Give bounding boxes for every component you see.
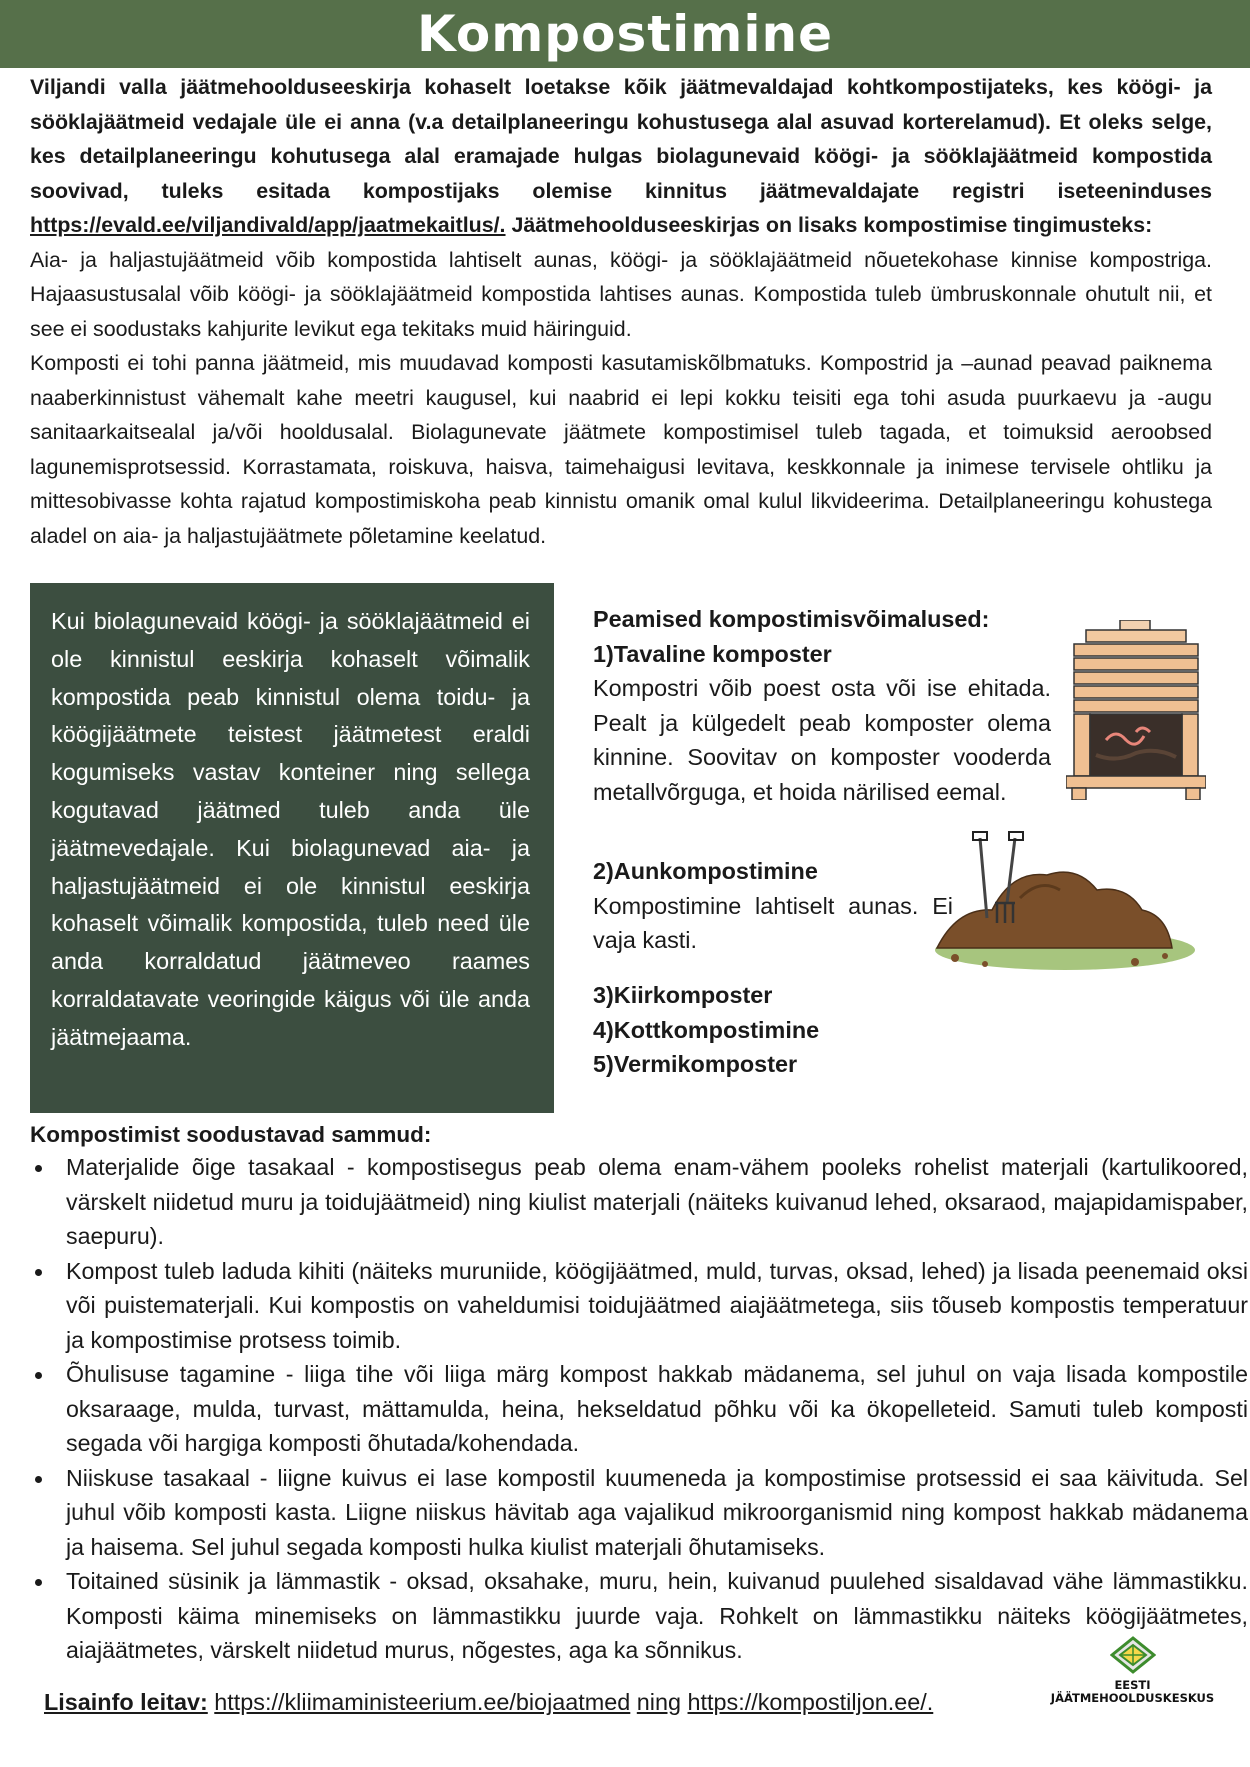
logo-line-1: EESTI: [1114, 1678, 1151, 1692]
page-title: Kompostimine: [416, 5, 833, 63]
footer-connector: ning: [636, 1689, 682, 1715]
logo-line-2: JÄÄTMEHOOLDUSKESKUS: [1050, 1691, 1215, 1705]
organization-logo: [1045, 1636, 1220, 1716]
list-item: [66, 1254, 1248, 1358]
step-text: Niiskuse tasakaal - liigne kuivus ei lase kompostil kuumeneda ja kompostimise protsessid ei saa käivituda. Sel juhul võib komposti kasta. Liigne niiskus hävitab aga vajalikud mikroorganismid ning kompost hakkab mädanema ja haisema. Sel juhul segada komposti hulka kiulist materjali õhutamiseks.: [66, 1464, 1248, 1560]
intro-section: [30, 70, 1212, 553]
bullet-icon: [35, 1476, 42, 1483]
ministry-link[interactable]: https://kliimaministeerium.ee/biojaatmed: [214, 1689, 631, 1715]
list-item: [66, 1461, 1248, 1565]
step-text: Kompost tuleb laduda kihiti (näiteks muruniide, köögijäätmed, muld, turvas, oksad, lehed) ja lisada peenemaid oksi või puistematerjali. Kui kompostis on vaheldumisi toidujäätmed aiajäätmetega, siis tõuseb kompostis temperatuur ja kompostimise protsess toimib.: [66, 1257, 1248, 1353]
kompostiljon-link[interactable]: https://kompostiljon.ee/.: [687, 1689, 934, 1715]
step-text: Toitained süsinik ja lämmastik - oksad, oksahake, muru, hein, kuivanud puulehed sisaldavad vähe lämmastikku. Komposti käima minemiseks on lämmastikku juurde vaja. Rohkelt on lämmastikku näiteks köögijäätmetes, aiajäätmetes, värskelt niidetud murus, nõgestes, aga ka sõnnikus.: [66, 1568, 1248, 1663]
option-title: 4)Kottkompostimine: [593, 1016, 820, 1043]
header-banner: [0, 0, 1250, 68]
intro-text-before-link: Viljandi valla jäätmehoolduseeskirja kohaselt loetakse kõik jäätmevaldajad kohtkompostijateks, kes köögi- ja sööklajäätmeid vedajale üle ei anna (v.a detailplaneeringu kohustusega alal asuvad korterelamud). Et oleks selge, kes detailplaneeringu kohutusega alal eramajade hulgas biolagunevaid köögi- ja sööklajäätmeid kompostida soovivad, tuleks esitada kompostijaks olemise kinnitus jäätmevaldajate registri iseteeninduses: [30, 75, 1212, 203]
options-heading: Peamised kompostimisvõimalused:: [593, 606, 990, 632]
intro-paragraph-2: Aia- ja haljastujäätmeid võib kompostida lahtiselt aunas, köögi- ja sööklajäätmeid nõuetekohase kinnise kompostriga. Hajaasustusalal võib köögi- ja sööklajäätmeid kompostida lahtises aunas. Kompostida tuleb ümbruskonnale ohutult nii, et see ei soodustaks kahjurite levikut ega tekitaks muid häiringuid.: [30, 247, 1212, 341]
wooden-composter-illustration: [1066, 620, 1206, 800]
intro-paragraph-3: Komposti ei tohi panna jäätmeid, mis muudavad komposti kasutamiskõlbmatuks. Kompostrid ja –aunad peavad paiknema naaberkinnistust vähemalt kahe meetri kaugusel, kui naabrid ei lepi kokku teisiti ega tohi asuda puurkaevu ja -augu sanitaarkaitsealal ja/või hooldusalal. Biolagunevate jäätmete kompostimisel tuleb tagada, et toimuksid aeroobsed lagunemisprotsessid. Korrastamata, roiskuva, haisva, taimehaigusi levitava, keskkonnale ja inimese tervisele ohtliku ja mittesobivasse kohta rajatud kompostimiskoha peab kinnistu omanik omal kulul likvideerima. Detailplaneeringu kohustega aladel on aia- ja haljastujäätmete põletamine keelatud.: [30, 351, 1212, 548]
option-title: 1)Tavaline komposter: [593, 640, 832, 667]
footer-label: Lisainfo leitav:: [44, 1689, 208, 1715]
registry-link[interactable]: https://evald.ee/viljandivald/app/jaatmekaitlus/.: [30, 213, 506, 237]
steps-heading: Kompostimist soodustavad sammud:: [30, 1122, 432, 1147]
option-title: 3)Kiirkomposter: [593, 982, 773, 1008]
option-title: 2)Aunkompostimine: [593, 858, 818, 884]
composting-options: [593, 602, 1053, 1077]
bullet-icon: [35, 1165, 42, 1172]
info-box: [30, 583, 554, 1113]
composting-steps: [30, 1120, 1248, 1668]
bullet-icon: [35, 1579, 42, 1586]
footer-info: [44, 1686, 933, 1718]
intro-text-after-link: Jäätmehoolduseeskirjas on lisaks kompostimise tingimusteks:: [511, 213, 1153, 237]
option-heap-composting: [593, 854, 953, 958]
step-text: Materjalide õige tasakaal - kompostisegus peab olema enam-vähem pooleks rohelist materjali (kartulikoored, värskelt niidetud muru ja toidujäätmeid) ning kiulist materjali (näiteks kuivanud lehed, oksaraod, majapidamispaber, saepuru).: [66, 1154, 1248, 1249]
bullet-icon: [35, 1269, 42, 1276]
bullet-icon: [35, 1372, 42, 1379]
option-title: 5)Vermikomposter: [593, 1051, 798, 1077]
intro-paragraph-1: [30, 70, 1212, 243]
option-list-rest: [593, 978, 819, 1082]
list-item: [66, 1150, 1248, 1254]
step-text: Õhulisuse tagamine - liiga tihe või liiga märg kompost hakkab mädanema, sel juhul on vaja lisada kompostile oksaraage, mulda, turvast, mättamulda, heina, hekseldatud põhku või ka ökopelleteid. Samuti tuleb komposti segada või hargiga komposti õhutada/kohendada.: [66, 1361, 1248, 1456]
list-item: [66, 1357, 1248, 1461]
option-regular-composter: [593, 637, 1051, 810]
diamond-logo-icon: [1110, 1636, 1156, 1674]
steps-list: [30, 1150, 1248, 1668]
option-description: Kompostri võib poest osta või ise ehitada. Pealt ja külgedelt peab komposter olema kinnine. Soovitav on komposter vooderda metallvõrguga, et hoida närilised eemal.: [593, 675, 1051, 805]
compost-heap-with-tools-illustration: [925, 828, 1195, 980]
option-description: Kompostimine lahtiselt aunas. Ei vaja kasti.: [593, 892, 953, 953]
info-box-text: Kui biolagunevaid köögi- ja sööklajäätmeid ei ole kinnistul eeskirja kohaselt võimalik kompostida peab kinnistul olema toidu- ja köögijäätmete teistest jäätmetest eraldi kogumiseks vastav konteiner ning sellega kogutavad jäätmed tuleb anda üle jäätmevedajale. Kui biolagunevad aia- ja haljastujäätmeid ei ole kinnistul eeskirja kohaselt võimalik kompostida, tuleb need üle anda korraldatud jäätmeveo raames korraldatavate veoringide käigus või üle anda jäätmejaama.: [51, 608, 530, 1050]
